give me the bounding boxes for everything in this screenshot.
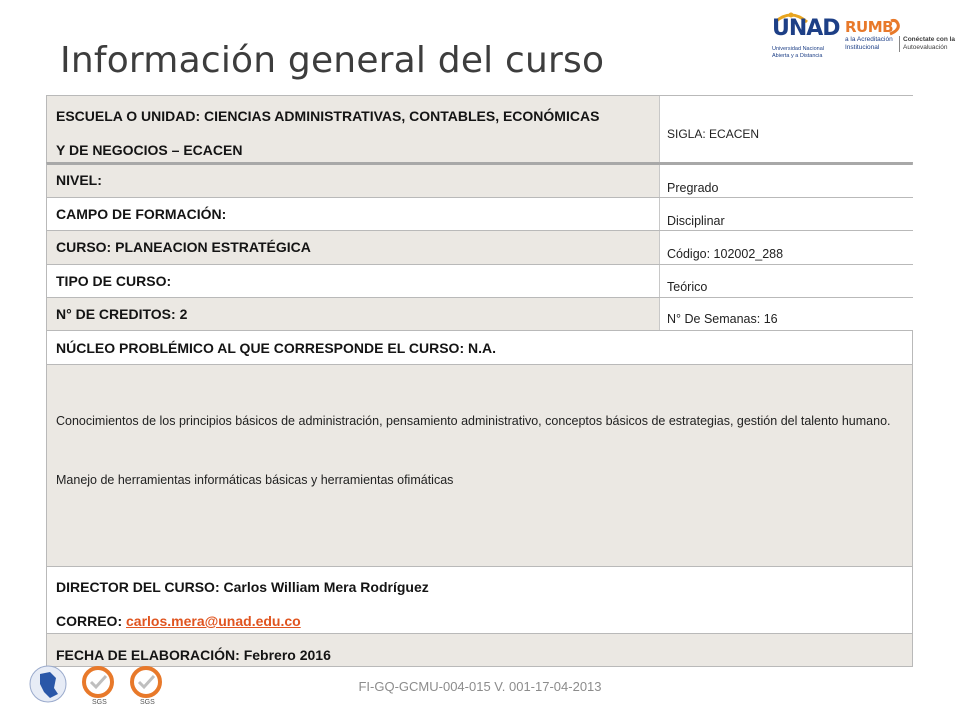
curso-value: Código: 102002_288 [667, 247, 784, 261]
creditos-value: N° De Semanas: 16 [667, 312, 778, 326]
requisitos-row [46, 364, 913, 566]
fecha-row [46, 633, 913, 667]
nucleo-row [46, 330, 913, 364]
nivel-row [46, 162, 913, 197]
tipo-row [46, 264, 913, 297]
rumbo-logo-name: RUMB [845, 18, 894, 36]
tipo-label: TIPO DE CURSO: [56, 273, 172, 289]
rumbo-logo-line1: a la Acreditación [845, 36, 893, 43]
sigla-value: SIGLA: ECACEN [667, 127, 760, 141]
unad-logo-line2: Abierta y a Distancia [772, 53, 823, 59]
conectate-line2: Autoevaluación [903, 44, 948, 51]
escuela-row [46, 95, 913, 162]
nucleo-label: NÚCLEO PROBLÉMICO AL QUE CORRESPONDE EL CURSO: N.A. [56, 340, 496, 356]
nivel-value: Pregrado [667, 181, 719, 195]
rumbo-logo-line2: Institucional [845, 44, 880, 51]
page-title: Información general del curso [60, 40, 605, 81]
unad-logo-line1: Universidad Nacional [772, 46, 824, 52]
conectate-line1: Conéctate con la [903, 36, 956, 43]
director-row [46, 566, 913, 633]
escuela-label-line2: Y DE NEGOCIOS – ECACEN [56, 142, 243, 158]
escuela-label-line1: ESCUELA O UNIDAD: CIENCIAS ADMINISTRATIVAS, CONTABLES, ECONÓMICAS [56, 108, 600, 124]
unad-logo-name: UNAD [772, 16, 840, 41]
nivel-label: NIVEL: [56, 172, 102, 188]
campo-value: Disciplinar [667, 214, 725, 228]
sgs-label-2: SGS [140, 699, 155, 706]
campo-label: CAMPO DE FORMACIÓN: [56, 206, 227, 222]
correo-line [56, 613, 301, 629]
campo-row [46, 197, 913, 230]
director-label: DIRECTOR DEL CURSO: Carlos William Mera Rodríguez [56, 579, 429, 595]
tipo-value: Teórico [667, 280, 708, 294]
fecha-label: FECHA DE ELABORACIÓN: Febrero 2016 [56, 647, 331, 663]
requisitos-paragraph-2: Manejo de herramientas informáticas básicas y herramientas ofimáticas [56, 473, 454, 487]
course-info-table [46, 95, 913, 667]
creditos-row [46, 297, 913, 330]
requisitos-paragraph-1: Conocimientos de los principios básicos de administración, pensamiento administrativo, conceptos básicos de estrategias, gestión del talento humano. [56, 414, 891, 428]
creditos-label: N° DE CREDITOS: 2 [56, 306, 188, 322]
logo-divider [899, 36, 900, 52]
correo-label: CORREO: [56, 613, 126, 629]
correo-email-link[interactable]: carlos.mera@unad.edu.co [126, 613, 301, 629]
sgs-label-1: SGS [92, 699, 107, 706]
curso-label: CURSO: PLANEACION ESTRATÉGICA [56, 239, 311, 255]
curso-row [46, 230, 913, 264]
footer-document-code: FI-GQ-GCMU-004-015 V. 001-17-04-2013 [358, 679, 602, 694]
rumbo-swirl-icon [888, 18, 902, 36]
